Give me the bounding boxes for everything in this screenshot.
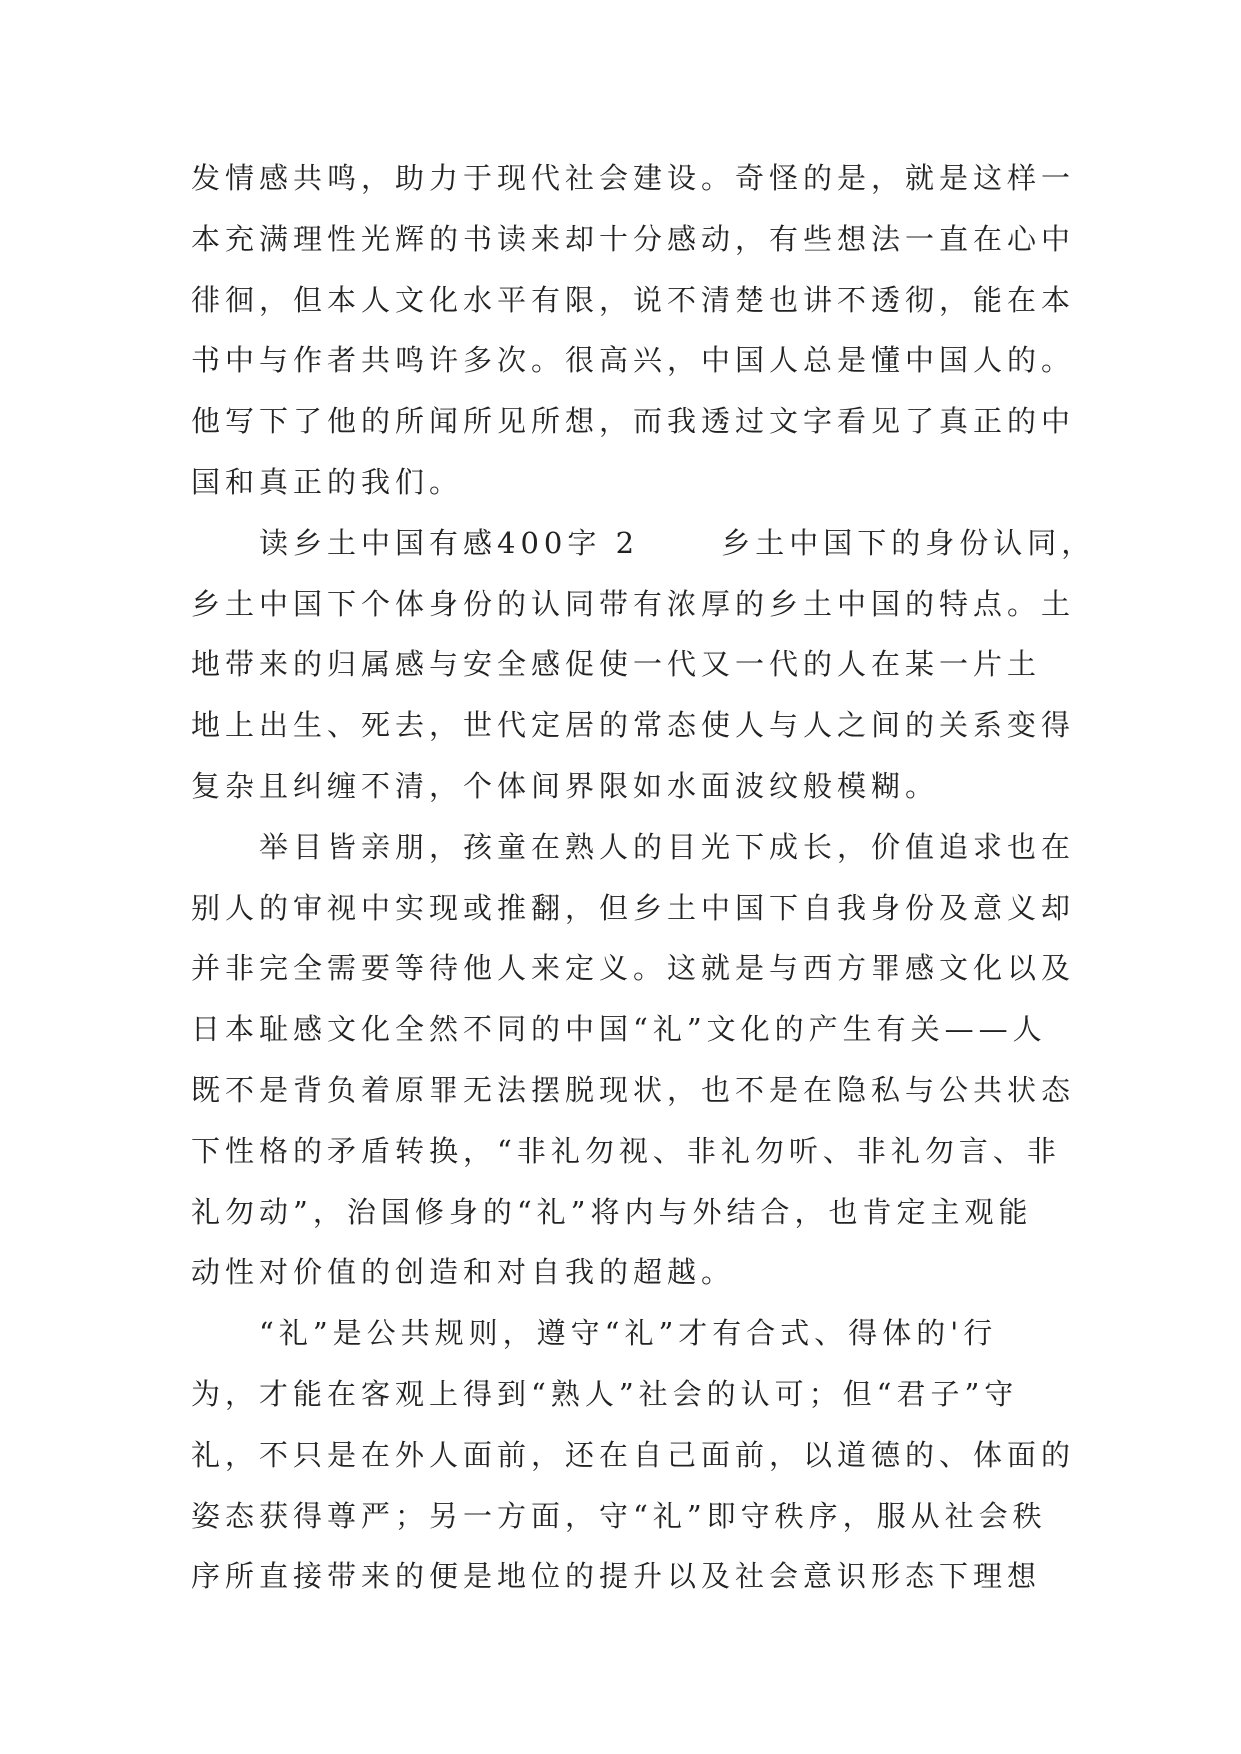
body-text xyxy=(191,148,1096,1607)
text-line: 礼勿动”，治国修身的“礼”将内与外结合，也肯定主观能 xyxy=(191,1194,1033,1229)
text-line: 举目皆亲朋，孩童在熟人的目光下成长，价值追求也在 xyxy=(191,829,1076,864)
text-line: 他写下了他的所闻所见所想，而我透过文字看见了真正的中 xyxy=(191,404,1076,439)
text-line: 复杂且纠缠不清，个体间界限如水面波纹般模糊。 xyxy=(191,768,940,803)
text-line: 别人的审视中实现或推翻，但乡土中国下自我身份及意义却 xyxy=(191,890,1076,925)
text-line: 下性格的矛盾转换，“非礼勿视、非礼勿听、非礼勿言、非 xyxy=(191,1133,1061,1168)
text-line: 礼，不只是在外人面前，还在自己面前，以道德的、体面的 xyxy=(191,1437,1076,1472)
text-line: 乡土中国下个体身份的认同带有浓厚的乡土中国的特点。土 xyxy=(191,586,1076,621)
text-line: 本充满理性光辉的书读来却十分感动，有些想法一直在心中 xyxy=(191,221,1076,256)
text-line: 读乡土中国有感400字 2 乡土中国下的身份认同， xyxy=(191,525,1096,560)
text-line: 序所直接带来的便是地位的提升以及社会意识形态下理想 xyxy=(191,1559,1042,1594)
text-line: 地带来的归属感与安全感促使一代又一代的人在某一片土 xyxy=(191,647,1042,682)
text-line: 为，才能在客观上得到“熟人”社会的认可；但“君子”守 xyxy=(191,1376,1019,1411)
text-line: 国和真正的我们。 xyxy=(191,464,464,499)
text-line: 徘徊，但本人文化水平有限，说不清楚也讲不透彻，能在本 xyxy=(191,282,1076,317)
text-line: 书中与作者共鸣许多次。很高兴，中国人总是懂中国人的。 xyxy=(191,343,1076,378)
text-line: 并非完全需要等待他人来定义。这就是与西方罪感文化以及 xyxy=(191,951,1076,986)
text-line: 既不是背负着原罪无法摆脱现状，也不是在隐私与公共状态 xyxy=(191,1072,1076,1107)
text-line: 日本耻感文化全然不同的中国“礼”文化的产生有关——人 xyxy=(191,1012,1047,1047)
text-line: “礼”是公共规则，遵守“礼”才有合式、得体的'行 xyxy=(191,1316,998,1351)
text-line: 动性对价值的创造和对自我的超越。 xyxy=(191,1255,736,1290)
text-line: 地上出生、死去，世代定居的常态使人与人之间的关系变得 xyxy=(191,708,1076,743)
text-line: 发情感共鸣，助力于现代社会建设。奇怪的是，就是这样一 xyxy=(191,161,1076,195)
text-line: 姿态获得尊严；另一方面，守“礼”即守秩序，服从社会秩 xyxy=(191,1498,1047,1533)
